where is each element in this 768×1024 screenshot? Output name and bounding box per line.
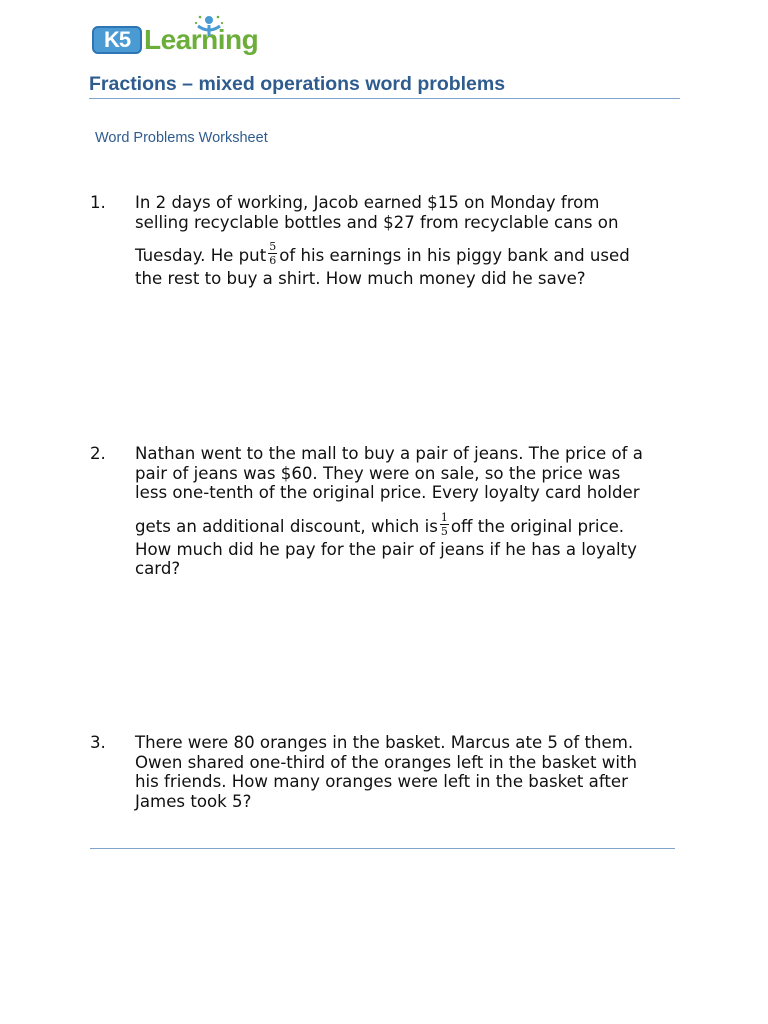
problem-line: James took 5? [135,791,252,811]
problem-text [135,193,687,289]
person-figure-icon [194,14,224,48]
k5-badge: K5 [92,26,142,54]
problem-line: Nathan went to the mall to buy a pair of jeans. The price of a [135,444,643,463]
problem-line: Owen shared one-third of the oranges left in the basket with [135,752,637,772]
fraction-numerator: 1 [440,510,448,524]
fraction-denominator: 6 [269,254,277,267]
fraction [440,512,449,537]
title-divider [89,98,680,99]
problem-line: less one-tenth of the original price. Every loyalty card holder [135,483,640,502]
problem-number: 2. [90,444,106,463]
problem-line-with-fraction [135,240,687,269]
problem-line-segment: off the original price. [450,516,625,536]
problem-line: How much did he pay for the pair of jeans if he has a loyalty [135,539,637,559]
problem-line: pair of jeans was $60. They were on sale, so the price was [135,463,621,483]
problem-line: his friends. How many oranges were left in the basket after [135,772,628,791]
worksheet-subtitle: Word Problems Worksheet [95,130,268,146]
fraction [268,241,277,266]
learning-wordmark: Learning [144,24,259,55]
problem-line-segment: Tuesday. He put [135,246,267,265]
problem-line: There were 80 oranges in the basket. Marcus ate 5 of them. [135,733,634,752]
problem-number: 1. [90,193,106,212]
problem-line-with-fraction [135,510,687,540]
problem-line-segment: of his earnings in his piggy bank and used [279,246,630,265]
problem-line: In 2 days of working, Jacob earned $15 on Monday from [135,193,600,212]
k5-learning-logo [92,16,262,60]
problem-number: 3. [90,733,106,752]
problem-line: selling recyclable bottles and $27 from recyclable cans on [135,212,619,232]
problem-text [135,444,687,579]
fraction-numerator: 5 [269,240,277,253]
problem-line: card? [135,559,181,578]
problem-text [135,733,687,811]
footer-divider [90,848,675,849]
page-title: Fractions – mixed operations word problems [89,73,506,95]
problem-line-segment: gets an additional discount, which is [135,516,438,536]
fraction-denominator: 5 [440,524,448,538]
problem-line: the rest to buy a shirt. How much money did he save? [135,269,586,288]
